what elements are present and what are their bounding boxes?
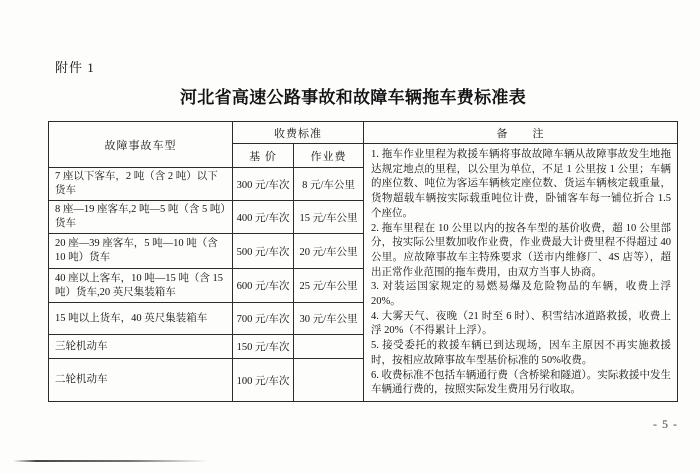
operation-fee-cell [294,335,364,359]
operation-fee-cell: 25 元/车公里 [294,269,364,303]
vehicle-type-cell: 三轮机动车 [49,335,233,359]
note-item: 1. 拖车作业里程为救援车辆将事故故障车辆从故障事故发生地拖达规定地点的里程，以公里为单位，不足 1 公里按 1 公里；车辆的座位数、吨位为客运车辆核定座位数、货运车辆核定载重量，货物超载车辆按实际载重吨位计费，卧铺客车每一铺位折合 1.5 个座位。 [371,149,671,219]
page-title: 河北省高速公路事故和故障车辆拖车费标准表 [180,88,526,107]
page-number: - 5 - [653,417,678,431]
vehicle-type-cell: 二轮机动车 [49,359,233,402]
base-price-cell: 300 元/车次 [233,168,294,201]
header-vehicle-type: 故障事故车型 [49,122,233,168]
header-fee-standard: 收费标准 [233,122,364,144]
remarks-cell [364,144,678,402]
operation-fee-cell: 8 元/车公里 [294,168,364,201]
base-price-cell: 400 元/车次 [233,201,294,234]
note-item: 6. 收费标准不包括车辆通行费（含桥梁和隧道）。实际救援中发生车辆通行费的，按照实际发生费用另行收取。 [371,369,671,396]
header-remarks: 备 注 [364,122,678,144]
base-price-cell: 600 元/车次 [233,269,294,303]
note-item: 3. 对装运国家规定的易燃易爆及危险物品的车辆，收费上浮 20%。 [371,281,671,308]
base-price-cell: 700 元/车次 [233,303,294,335]
attachment-label: 附件 1 [55,60,95,75]
table-header-row-1 [49,122,678,144]
operation-fee-cell [294,359,364,402]
note-item: 4. 大雾天气、夜晚（21 时至 6 时）、积雪结冰道路救援，收费上浮 20%（不得累计上浮）。 [371,310,671,337]
scan-artifact-line [13,460,208,462]
vehicle-type-cell: 20 座—39 座客车，5 吨—10 吨（含 10 吨）货车 [49,234,233,269]
towing-fee-table [48,121,678,402]
vehicle-type-cell: 8 座—19 座客车,2 吨—5 吨（含 5 吨）货车 [49,201,233,234]
base-price-cell: 500 元/车次 [233,234,294,269]
operation-fee-cell: 15 元/车公里 [294,201,364,234]
operation-fee-cell: 20 元/车公里 [294,234,364,269]
base-price-cell: 100 元/车次 [233,359,294,402]
note-item: 2. 拖车里程在 10 公里以内的按各车型的基价收费，超 10 公里部分，按实际公里数加收作业费，作业费最大计费里程不得超过 40 公里。应故障事故车主特殊要求（送市内维修厂、4S 店等），超出正常作业范围的拖车费用，由双方当事人协商。 [371,222,671,278]
header-base-price: 基 价 [233,144,294,168]
note-item: 5. 接受委托的救援车辆已到达现场，因车主原因不再实施救援时，按相应故障事故车型基价标准的 50%收费。 [371,340,671,366]
header-operation-fee: 作业费 [294,144,364,168]
vehicle-type-cell: 7 座以下客车，2 吨（含 2 吨）以下货车 [49,168,233,201]
operation-fee-cell: 30 元/车公里 [294,303,364,335]
vehicle-type-cell: 15 吨以上货车，40 英尺集装箱车 [49,303,233,335]
vehicle-type-cell: 40 座以上客车，10 吨—15 吨（含 15 吨）货车,20 英尺集装箱车 [49,269,233,303]
base-price-cell: 150 元/车次 [233,335,294,359]
